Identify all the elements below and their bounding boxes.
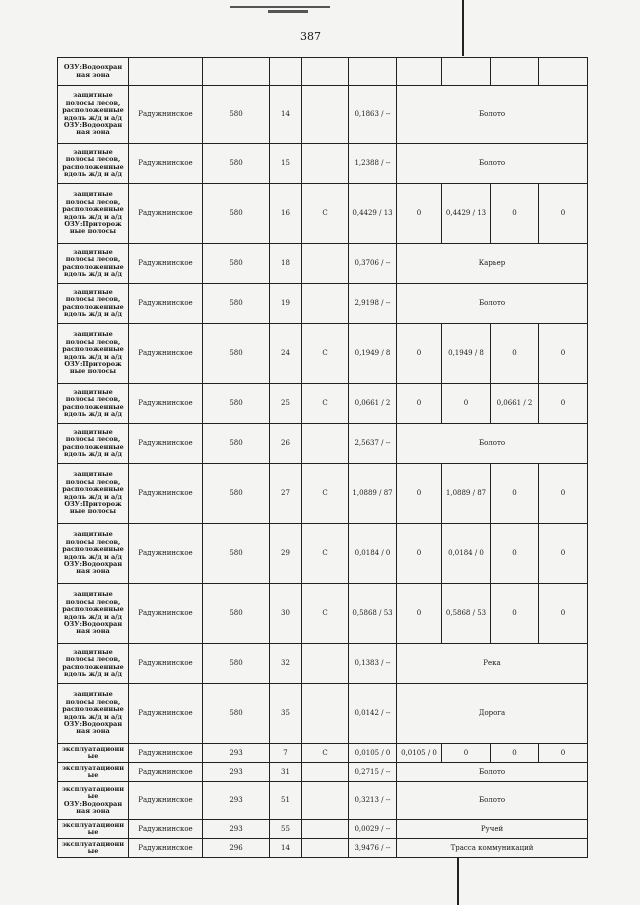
area-cell: 0,1949 / 8 xyxy=(349,324,397,384)
allotment-cell: 14 xyxy=(270,839,302,858)
district-cell: Радужнинское xyxy=(129,86,203,144)
category-cell xyxy=(302,839,349,858)
purpose-cell: защитные полосы лесов, расположенные вдоль ж/д и а/д ОЗУ:Водоохран ная зона xyxy=(58,684,129,744)
district-cell: Радужнинское xyxy=(129,184,203,244)
land-type-cell: Болото xyxy=(397,763,588,782)
area-cell: 0,2715 / -- xyxy=(349,763,397,782)
value-cell-1: 0 xyxy=(397,584,442,644)
page-number: 387 xyxy=(300,30,321,43)
value-cell-3: 0 xyxy=(491,184,539,244)
value-cell-2: 0,5868 / 53 xyxy=(442,584,491,644)
quarter-cell xyxy=(203,58,270,86)
table-row xyxy=(58,144,588,184)
purpose-cell: эксплуатационные xyxy=(58,744,129,763)
purpose-cell: эксплуатационные xyxy=(58,839,129,858)
category-cell xyxy=(302,244,349,284)
value-cell-4: 0 xyxy=(539,584,588,644)
table-row xyxy=(58,58,588,86)
district-cell: Радужнинское xyxy=(129,820,203,839)
land-type-cell: Карьер xyxy=(397,244,588,284)
allotment-cell: 7 xyxy=(270,744,302,763)
scan-line xyxy=(457,858,459,905)
area-cell: 2,9198 / -- xyxy=(349,284,397,324)
table-row xyxy=(58,86,588,144)
quarter-cell: 580 xyxy=(203,86,270,144)
area-cell: 0,5868 / 53 xyxy=(349,584,397,644)
district-cell: Радужнинское xyxy=(129,244,203,284)
value-cell-3: 0 xyxy=(491,744,539,763)
purpose-cell: защитные полосы лесов, расположенные вдоль ж/д и а/д xyxy=(58,284,129,324)
category-cell: С xyxy=(302,744,349,763)
quarter-cell: 580 xyxy=(203,144,270,184)
area-cell: 0,1863 / -- xyxy=(349,86,397,144)
purpose-cell: ОЗУ:Водоохран ная зона xyxy=(58,58,129,86)
purpose-cell: эксплуатационные xyxy=(58,763,129,782)
quarter-cell: 580 xyxy=(203,244,270,284)
category-cell xyxy=(302,782,349,820)
category-cell xyxy=(302,58,349,86)
quarter-cell: 580 xyxy=(203,584,270,644)
forest-register-table xyxy=(57,57,588,858)
table-row xyxy=(58,284,588,324)
area-cell: 0,4429 / 13 xyxy=(349,184,397,244)
quarter-cell: 580 xyxy=(203,684,270,744)
value-cell-2: 0,0184 / 0 xyxy=(442,524,491,584)
value-cell-1: 0 xyxy=(397,384,442,424)
area-cell: 0,1383 / -- xyxy=(349,644,397,684)
table-row xyxy=(58,244,588,284)
value-cell-4 xyxy=(539,58,588,86)
district-cell: Радужнинское xyxy=(129,324,203,384)
area-cell: 0,3213 / -- xyxy=(349,782,397,820)
quarter-cell: 580 xyxy=(203,184,270,244)
value-cell-3: 0 xyxy=(491,324,539,384)
allotment-cell: 26 xyxy=(270,424,302,464)
district-cell: Радужнинское xyxy=(129,782,203,820)
quarter-cell: 293 xyxy=(203,782,270,820)
district-cell: Радужнинское xyxy=(129,744,203,763)
value-cell-1 xyxy=(397,58,442,86)
value-cell-1: 0 xyxy=(397,184,442,244)
allotment-cell: 25 xyxy=(270,384,302,424)
scan-line xyxy=(462,0,464,56)
land-type-cell: Дорога xyxy=(397,684,588,744)
land-type-cell: Болото xyxy=(397,782,588,820)
value-cell-1: 0 xyxy=(397,464,442,524)
value-cell-1: 0 xyxy=(397,324,442,384)
category-cell: С xyxy=(302,184,349,244)
table-row xyxy=(58,644,588,684)
value-cell-4: 0 xyxy=(539,464,588,524)
quarter-cell: 293 xyxy=(203,744,270,763)
district-cell: Радужнинское xyxy=(129,524,203,584)
quarter-cell: 293 xyxy=(203,763,270,782)
category-cell: С xyxy=(302,324,349,384)
quarter-cell: 580 xyxy=(203,324,270,384)
district-cell: Радужнинское xyxy=(129,644,203,684)
value-cell-4: 0 xyxy=(539,524,588,584)
table-row xyxy=(58,384,588,424)
area-cell: 0,0184 / 0 xyxy=(349,524,397,584)
purpose-cell: защитные полосы лесов, расположенные вдоль ж/д и а/д xyxy=(58,644,129,684)
area-cell: 0,0142 / -- xyxy=(349,684,397,744)
value-cell-3: 0 xyxy=(491,524,539,584)
quarter-cell: 580 xyxy=(203,384,270,424)
allotment-cell: 51 xyxy=(270,782,302,820)
allotment-cell: 15 xyxy=(270,144,302,184)
value-cell-2: 0,4429 / 13 xyxy=(442,184,491,244)
purpose-cell: защитные полосы лесов, расположенные вдоль ж/д и а/д xyxy=(58,424,129,464)
category-cell xyxy=(302,820,349,839)
table-row xyxy=(58,839,588,858)
value-cell-2: 1,0889 / 87 xyxy=(442,464,491,524)
value-cell-2: 0 xyxy=(442,744,491,763)
land-type-cell: Трасса коммуникаций xyxy=(397,839,588,858)
area-cell: 0,0029 / -- xyxy=(349,820,397,839)
allotment-cell xyxy=(270,58,302,86)
value-cell-4: 0 xyxy=(539,184,588,244)
allotment-cell: 55 xyxy=(270,820,302,839)
district-cell: Радужнинское xyxy=(129,763,203,782)
purpose-cell: защитные полосы лесов, расположенные вдоль ж/д и а/д ОЗУ:Приторож ные полосы xyxy=(58,324,129,384)
category-cell xyxy=(302,424,349,464)
table-row xyxy=(58,584,588,644)
table-row xyxy=(58,424,588,464)
area-cell xyxy=(349,58,397,86)
value-cell-4: 0 xyxy=(539,324,588,384)
table-row xyxy=(58,744,588,763)
allotment-cell: 19 xyxy=(270,284,302,324)
value-cell-1: 0 xyxy=(397,524,442,584)
quarter-cell: 580 xyxy=(203,424,270,464)
category-cell xyxy=(302,86,349,144)
table-row xyxy=(58,763,588,782)
quarter-cell: 296 xyxy=(203,839,270,858)
purpose-cell: защитные полосы лесов, расположенные вдоль ж/д и а/д ОЗУ:Приторож ные полосы xyxy=(58,184,129,244)
district-cell: Радужнинское xyxy=(129,144,203,184)
value-cell-2: 0,1949 / 8 xyxy=(442,324,491,384)
purpose-cell: защитные полосы лесов, расположенные вдоль ж/д и а/д ОЗУ:Водоохран ная зона xyxy=(58,584,129,644)
allotment-cell: 32 xyxy=(270,644,302,684)
allotment-cell: 35 xyxy=(270,684,302,744)
area-cell: 3,9476 / -- xyxy=(349,839,397,858)
district-cell xyxy=(129,58,203,86)
allotment-cell: 18 xyxy=(270,244,302,284)
area-cell: 1,2388 / -- xyxy=(349,144,397,184)
purpose-cell: эксплуатационные ОЗУ:Водоохран ная зона xyxy=(58,782,129,820)
purpose-cell: эксплуатационные xyxy=(58,820,129,839)
quarter-cell: 580 xyxy=(203,284,270,324)
table-row xyxy=(58,820,588,839)
area-cell: 1,0889 / 87 xyxy=(349,464,397,524)
quarter-cell: 580 xyxy=(203,524,270,584)
value-cell-3 xyxy=(491,58,539,86)
area-cell: 2,5637 / -- xyxy=(349,424,397,464)
district-cell: Радужнинское xyxy=(129,284,203,324)
land-type-cell: Ручей xyxy=(397,820,588,839)
purpose-cell: защитные полосы лесов, расположенные вдоль ж/д и а/д xyxy=(58,244,129,284)
quarter-cell: 580 xyxy=(203,644,270,684)
scan-noise xyxy=(268,10,308,13)
quarter-cell: 293 xyxy=(203,820,270,839)
land-type-cell: Болото xyxy=(397,424,588,464)
category-cell: С xyxy=(302,584,349,644)
allotment-cell: 29 xyxy=(270,524,302,584)
value-cell-4: 0 xyxy=(539,384,588,424)
district-cell: Радужнинское xyxy=(129,384,203,424)
category-cell xyxy=(302,144,349,184)
value-cell-4: 0 xyxy=(539,744,588,763)
value-cell-2: 0 xyxy=(442,384,491,424)
value-cell-3: 0 xyxy=(491,584,539,644)
district-cell: Радужнинское xyxy=(129,464,203,524)
purpose-cell: защитные полосы лесов, расположенные вдоль ж/д и а/д xyxy=(58,144,129,184)
table-row xyxy=(58,324,588,384)
land-type-cell: Болото xyxy=(397,284,588,324)
allotment-cell: 31 xyxy=(270,763,302,782)
table-row xyxy=(58,524,588,584)
district-cell: Радужнинское xyxy=(129,584,203,644)
area-cell: 0,0661 / 2 xyxy=(349,384,397,424)
category-cell: С xyxy=(302,464,349,524)
purpose-cell: защитные полосы лесов, расположенные вдоль ж/д и а/д ОЗУ:Приторож ные полосы xyxy=(58,464,129,524)
category-cell xyxy=(302,284,349,324)
purpose-cell: защитные полосы лесов, расположенные вдоль ж/д и а/д ОЗУ:Водоохран ная зона xyxy=(58,86,129,144)
table-row xyxy=(58,684,588,744)
land-type-cell: Болото xyxy=(397,144,588,184)
table-row xyxy=(58,464,588,524)
value-cell-3: 0 xyxy=(491,464,539,524)
area-cell: 0,3706 / -- xyxy=(349,244,397,284)
district-cell: Радужнинское xyxy=(129,424,203,464)
category-cell xyxy=(302,763,349,782)
purpose-cell: защитные полосы лесов, расположенные вдоль ж/д и а/д xyxy=(58,384,129,424)
category-cell xyxy=(302,644,349,684)
allotment-cell: 24 xyxy=(270,324,302,384)
value-cell-3: 0,0661 / 2 xyxy=(491,384,539,424)
area-cell: 0,0105 / 0 xyxy=(349,744,397,763)
land-type-cell: Река xyxy=(397,644,588,684)
value-cell-1: 0,0105 / 0 xyxy=(397,744,442,763)
land-type-cell: Болото xyxy=(397,86,588,144)
allotment-cell: 27 xyxy=(270,464,302,524)
allotment-cell: 30 xyxy=(270,584,302,644)
table-row xyxy=(58,782,588,820)
district-cell: Радужнинское xyxy=(129,684,203,744)
category-cell: С xyxy=(302,524,349,584)
value-cell-2 xyxy=(442,58,491,86)
district-cell: Радужнинское xyxy=(129,839,203,858)
category-cell xyxy=(302,684,349,744)
allotment-cell: 14 xyxy=(270,86,302,144)
purpose-cell: защитные полосы лесов, расположенные вдоль ж/д и а/д ОЗУ:Водоохран ная зона xyxy=(58,524,129,584)
category-cell: С xyxy=(302,384,349,424)
table-row xyxy=(58,184,588,244)
quarter-cell: 580 xyxy=(203,464,270,524)
scan-noise xyxy=(230,6,330,8)
allotment-cell: 16 xyxy=(270,184,302,244)
